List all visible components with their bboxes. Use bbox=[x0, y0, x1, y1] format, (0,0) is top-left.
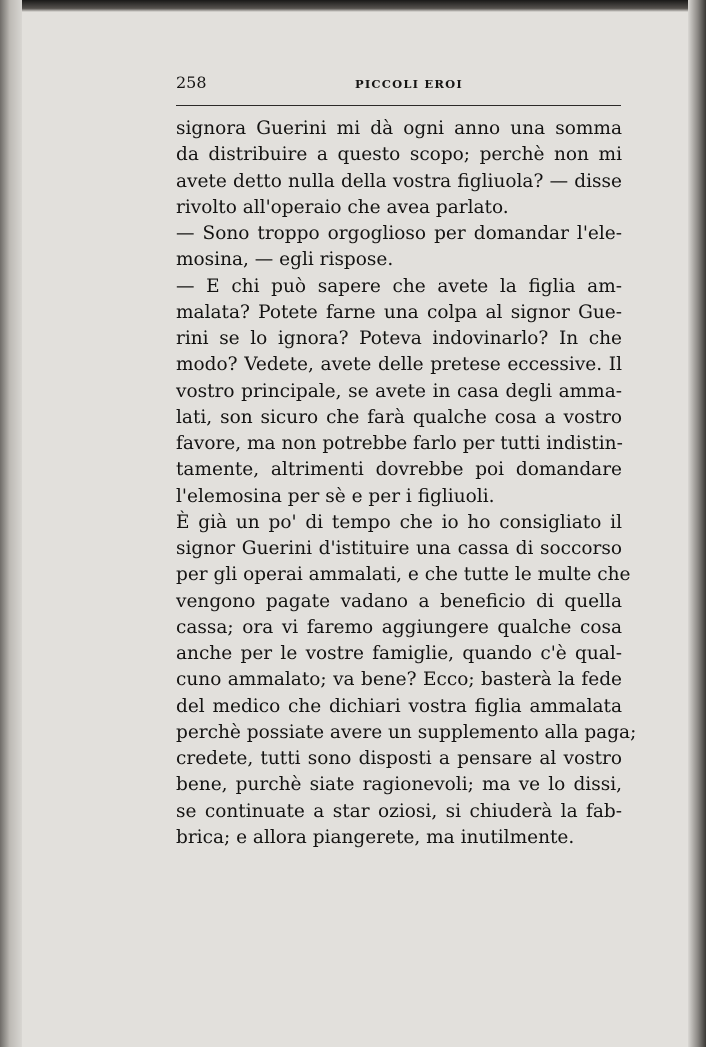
text-line: per gli operai ammalati, e che tutte le multe che bbox=[176, 564, 631, 586]
text-line: signora Guerini mi dà ogni anno una somma bbox=[176, 118, 622, 139]
text-line: da distribuire a questo scopo; perchè non mi bbox=[176, 144, 622, 166]
text-line: mosina, — egli rispose. bbox=[176, 249, 394, 271]
page-header bbox=[176, 73, 620, 97]
text-line: — E chi può sapere che avete la figlia am- bbox=[176, 275, 622, 297]
header-rule bbox=[176, 105, 621, 106]
page-top-edge bbox=[0, 0, 706, 12]
text-line: anche per le vostre famiglie, quando c'è qual- bbox=[176, 643, 622, 664]
text-line: È già un po' di tempo che io ho consigliato il bbox=[176, 511, 622, 533]
text-line: malata? Potete farne una colpa al signor Gue- bbox=[176, 301, 622, 323]
text-line: rini se lo ignora? Poteva indovinarlo? In che bbox=[176, 328, 622, 349]
text-line: bene, purchè siate ragionevoli; ma ve lo dissi, bbox=[176, 774, 622, 796]
body-text bbox=[176, 116, 637, 851]
page-number: 258 bbox=[176, 73, 207, 92]
text-line: modo? Vedete, avete delle pretese eccessive. Il bbox=[176, 354, 622, 376]
running-title: PICCOLI EROI bbox=[355, 77, 463, 91]
page-binding-edge bbox=[0, 0, 22, 1047]
text-line: cassa; ora vi faremo aggiungere qualche cosa bbox=[176, 616, 622, 638]
text-line: cuno ammalato; va bene? Ecco; basterà la fede bbox=[176, 669, 622, 691]
text-line: perchè possiate avere un supplemento alla paga; bbox=[176, 721, 637, 743]
text-line: vengono pagate vadano a beneficio di quella bbox=[176, 590, 622, 612]
text-line: favore, ma non potrebbe farlo per tutti indistin- bbox=[176, 433, 623, 454]
text-line: signor Guerini d'istituire una cassa di soccorso bbox=[176, 538, 622, 559]
text-line: tamente, altrimenti dovrebbe poi domandare bbox=[176, 459, 622, 481]
text-line: del medico che dichiari vostra figlia ammalata bbox=[176, 695, 622, 717]
text-line: vostro principale, se avete in casa degli amma- bbox=[176, 380, 622, 402]
text-line: — Sono troppo orgoglioso per domandar l'ele- bbox=[176, 223, 622, 244]
text-line: se continuate a star oziosi, si chiuderà la fab- bbox=[176, 800, 622, 822]
text-line: avete detto nulla della vostra figliuola? — disse bbox=[176, 170, 622, 192]
text-line: credete, tutti sono disposti a pensare al vostro bbox=[176, 748, 622, 769]
text-line: l'elemosina per sè e per i figliuoli. bbox=[176, 485, 495, 507]
text-line: lati, son sicuro che farà qualche cosa a vostro bbox=[176, 406, 622, 428]
page-right-edge bbox=[688, 0, 706, 1047]
text-line: brica; e allora piangerete, ma inutilmente. bbox=[176, 826, 575, 848]
text-line: rivolto all'operaio che avea parlato. bbox=[176, 196, 509, 218]
